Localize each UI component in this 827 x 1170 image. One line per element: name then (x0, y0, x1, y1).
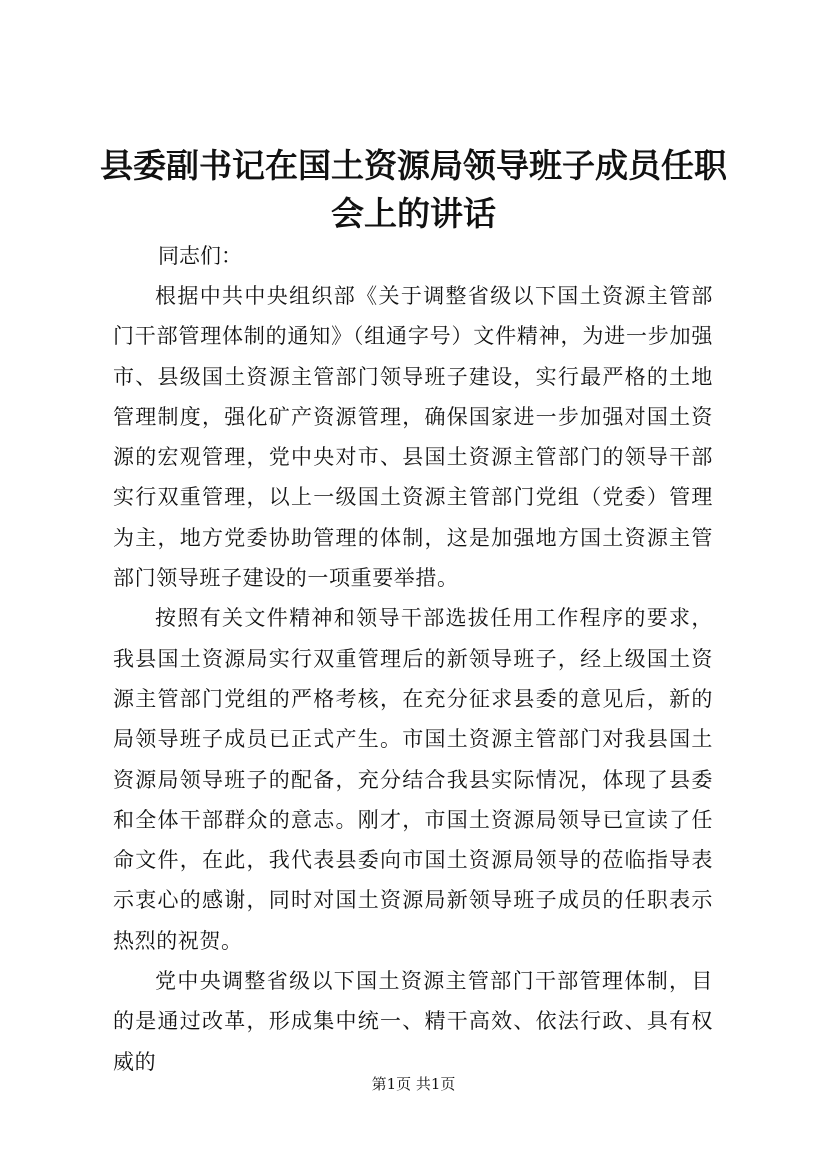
paragraph-3: 党中央调整省级以下国土资源主管部门干部管理体制，目的是通过改革，形成集中统一、精干高效、依法行政、具有权威的 (113, 969, 713, 1074)
greeting: 同志们： (158, 244, 242, 268)
paragraph-1: 根据中共中央组织部《关于调整省级以下国土资源主管部门干部管理体制的通知》（组通字号）文件精神，为进一步加强市、县级国土资源主管部门领导班子建设，实行最严格的土地管理制度，强化矿产资源管理，确保国家进一步加强对国土资源的宏观管理，党中央对市、县国土资源主管部门的领导干部实行双重管理，以上一级国土资源主管部门党组（党委）管理为主，地方党委协助管理的体制，这是加强地方国土资源主管部门领导班子建设的一项重要举措。 (113, 284, 713, 591)
document-title: 县委副书记在国土资源局领导班子成员任职会上的讲话 (100, 146, 727, 233)
document-body (113, 276, 713, 1082)
paragraph-2: 按照有关文件精神和领导干部选拔任用工作程序的要求，我县国土资源局实行双重管理后的新领导班子，经上级国土资源主管部门党组的严格考核，在充分征求县委的意见后，新的局领导班子成员已正式产生。市国土资源主管部门对我县国土资源局领导班子的配备，充分结合我县实际情况，体现了县委和全体干部群众的意志。刚才，市国土资源局领导已宣读了任命文件，在此，我代表县委向市国土资源局领导的莅临指导表示衷心的感谢，同时对国土资源局新领导班子成员的任职表示热烈的祝贺。 (113, 606, 713, 953)
page-footer: 第1页 共1页 (371, 1075, 456, 1093)
